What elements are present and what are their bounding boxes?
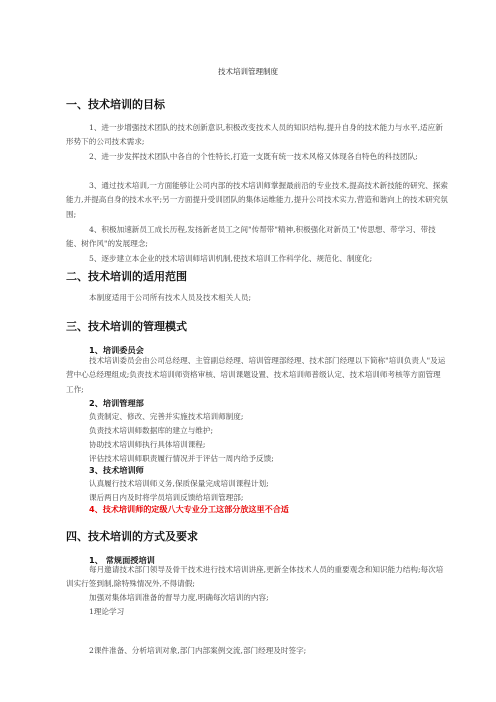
courseware-item: 2课件准备、分析培训对象,部门内部案例交流,部门经理及时签字; — [89, 646, 307, 655]
scope-text: 本制度适用于公司所有技术人员及技术相关人员; — [89, 293, 252, 302]
trainer-line-2: 课后两日内及时将学员培训反馈给培训管理部; — [89, 493, 244, 502]
section-heading-management: 三、技术培训的管理模式 — [66, 320, 187, 333]
goal-item-4: 4、积极加速新员工成长历程,发扬新老员工之间"传帮带"精神,积极强化对新员工"传思想、带学习、带技能、树作风"的发展理念; — [66, 225, 436, 249]
classroom-training-line: 加强对集体培训准备的督导力度,明确每次培训的内容; — [89, 593, 269, 602]
trainer-grading-note: 4、技术培训师的定级八大专业分工这部分放这里不合适 — [89, 504, 289, 514]
theory-study-item: 1理论学习 — [89, 607, 125, 616]
committee-text: 技术培训委员会由公司总经理、主管副总经理、培训管理部经理、技术部门经理以下简称"培训负责人"及运营中心总经理组成;负责技术培训师资格审核、培训课题设置、技术培训师普级认定、技术培训师考核等方面管理工作; — [66, 356, 446, 394]
goal-item-5: 5、逐步建立本企业的技术培训师培训机制,使技术培训工作科学化、规范化、制度化; — [89, 254, 373, 263]
training-dept-line-1: 负责制定、修改、完善并实施技术培训师制度; — [89, 412, 244, 421]
trainer-line-1: 认真履行技术培训师义务,保质保量完成培训课程计划; — [89, 479, 269, 488]
document-title: 技术培训管理制度 — [218, 67, 278, 76]
section-heading-methods: 四、技术培训的方式及要求 — [66, 530, 198, 543]
training-dept-line-3: 协助技术培训师执行具体培训课程; — [89, 440, 206, 449]
trainer-title: 3、技术培训师 — [89, 465, 144, 475]
goal-item-3: 3、通过技术培训,一方面能够让公司内部的技术培训师掌握最前沿的专业技术,提高技术新技能的研究、探索能力,并提高自身的技术水平;另一方面提升受训团队的集体运维能力,提升公司技术实力,营造和谐向上的技术研究氛围; — [66, 181, 448, 219]
goal-item-1: 1、进一步增强技术团队的技术创新意识,积极改变技术人员的知识结构,提升自身的技术能力与水平,适应新形势下的公司技术需求; — [66, 123, 443, 147]
section-heading-goals: 一、技术培训的目标 — [66, 98, 165, 111]
section-heading-scope: 二、技术培训的适用范围 — [66, 270, 187, 283]
goal-item-2: 2、进一步发挥技术团队中各自的个性特长,打造一支既有统一技术风格又体现各自特色的科技团队; — [89, 152, 418, 161]
training-dept-line-4: 评估技术培训师职责履行情况并于评估一周内给予反馈; — [89, 454, 274, 463]
committee-title: 1、培训委员会 — [89, 345, 144, 355]
training-dept-title: 2、培训管理部 — [89, 398, 144, 408]
training-dept-line-2: 负责技术培训师数据库的建立与维护; — [89, 426, 214, 435]
classroom-training-text: 每月邀请技术部门领导及骨干技术进行技术培训讲座,更新全体技术人员的重要观念和知识能力结构;每次培训实行签到制,除特殊情况外,不得请假; — [66, 565, 444, 589]
classroom-training-title: 1、 常规面授培训 — [89, 555, 155, 565]
